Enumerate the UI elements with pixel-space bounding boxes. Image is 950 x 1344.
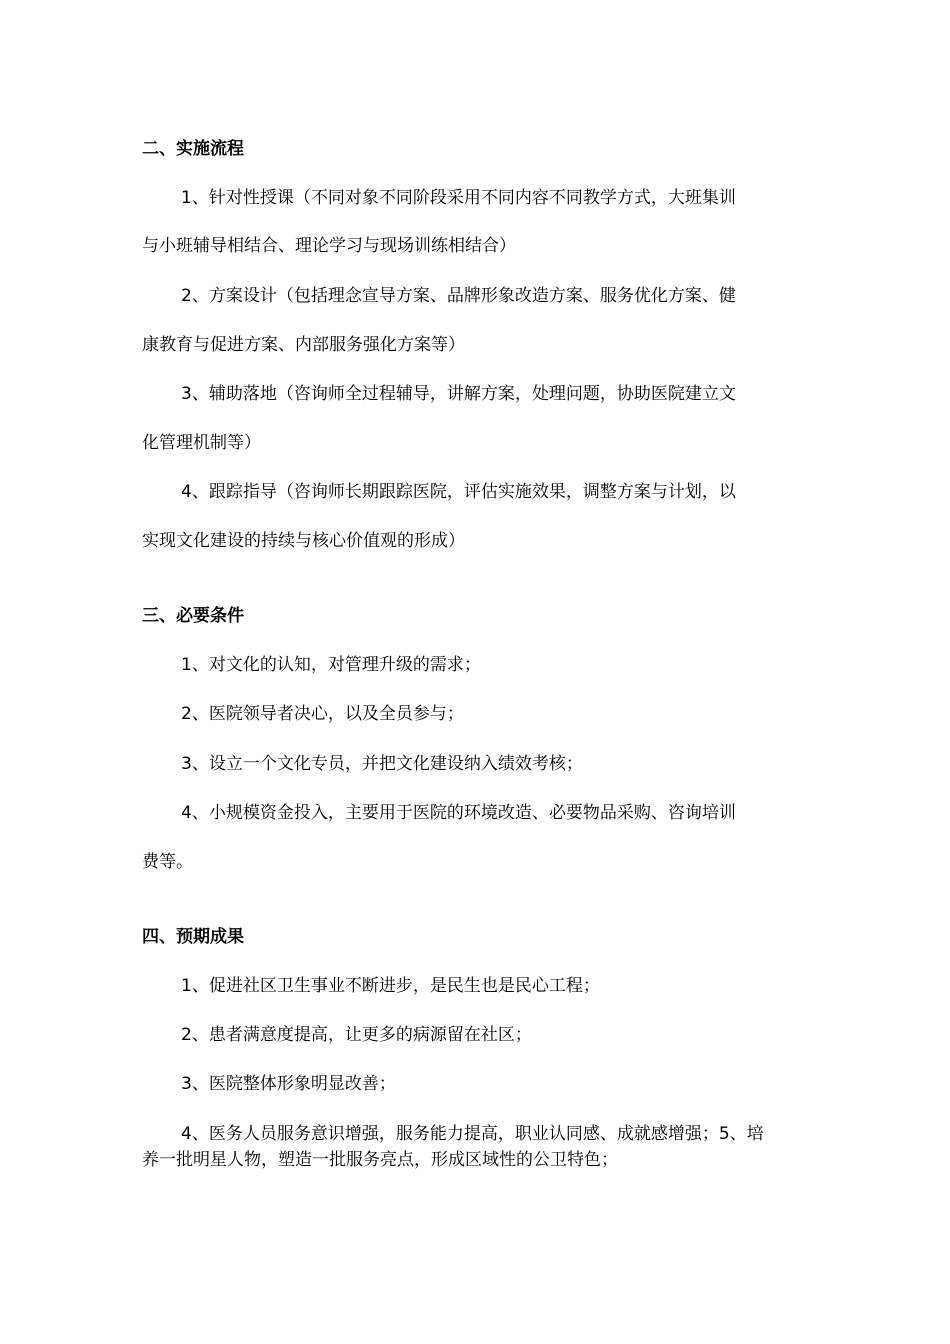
section-heading-implementation: 二、实施流程: [142, 139, 244, 159]
paragraph-line: 康教育与促进方案、内部服务强化方案等）: [142, 335, 465, 355]
paragraph-line: 1、针对性授课（不同对象不同阶段采用不同内容不同教学方式，大班集训: [181, 188, 736, 208]
paragraph-line: 4、小规模资金投入，主要用于医院的环境改造、必要物品采购、咨询培训: [181, 803, 736, 823]
paragraph-line: 养一批明星人物，塑造一批服务亮点，形成区域性的公卫特色；: [142, 1150, 618, 1170]
paragraph-line: 2、医院领导者决心，以及全员参与；: [181, 704, 464, 724]
paragraph-line: 与小班辅导相结合、理论学习与现场训练相结合）: [142, 236, 516, 256]
section-heading-outcomes: 四、预期成果: [142, 927, 244, 947]
section-heading-requirements: 三、必要条件: [142, 606, 244, 626]
paragraph-line: 3、医院整体形象明显改善；: [181, 1074, 396, 1094]
paragraph-line: 4、跟踪指导（咨询师长期跟踪医院，评估实施效果，调整方案与计划，以: [181, 482, 736, 502]
paragraph-line: 3、设立一个文化专员，并把文化建设纳入绩效考核；: [181, 754, 583, 774]
paragraph-line: 费等。: [142, 852, 193, 872]
paragraph-line: 3、辅助落地（咨询师全过程辅导，讲解方案，处理问题，协助医院建立文: [181, 384, 736, 404]
paragraph-line: 1、促进社区卫生事业不断进步，是民生也是民心工程；: [181, 976, 600, 996]
paragraph-line: 2、患者满意度提高，让更多的病源留在社区；: [181, 1025, 532, 1045]
paragraph-line: 1、对文化的认知，对管理升级的需求；: [181, 655, 481, 675]
paragraph-line: 化管理机制等）: [142, 433, 261, 453]
paragraph-line: 实现文化建设的持续与核心价值观的形成）: [142, 531, 465, 551]
paragraph-line: 2、方案设计（包括理念宣导方案、品牌形象改造方案、服务优化方案、健: [181, 286, 736, 306]
paragraph-line: 4、医务人员服务意识增强，服务能力提高，职业认同感、成就感增强；5、培: [181, 1124, 764, 1144]
